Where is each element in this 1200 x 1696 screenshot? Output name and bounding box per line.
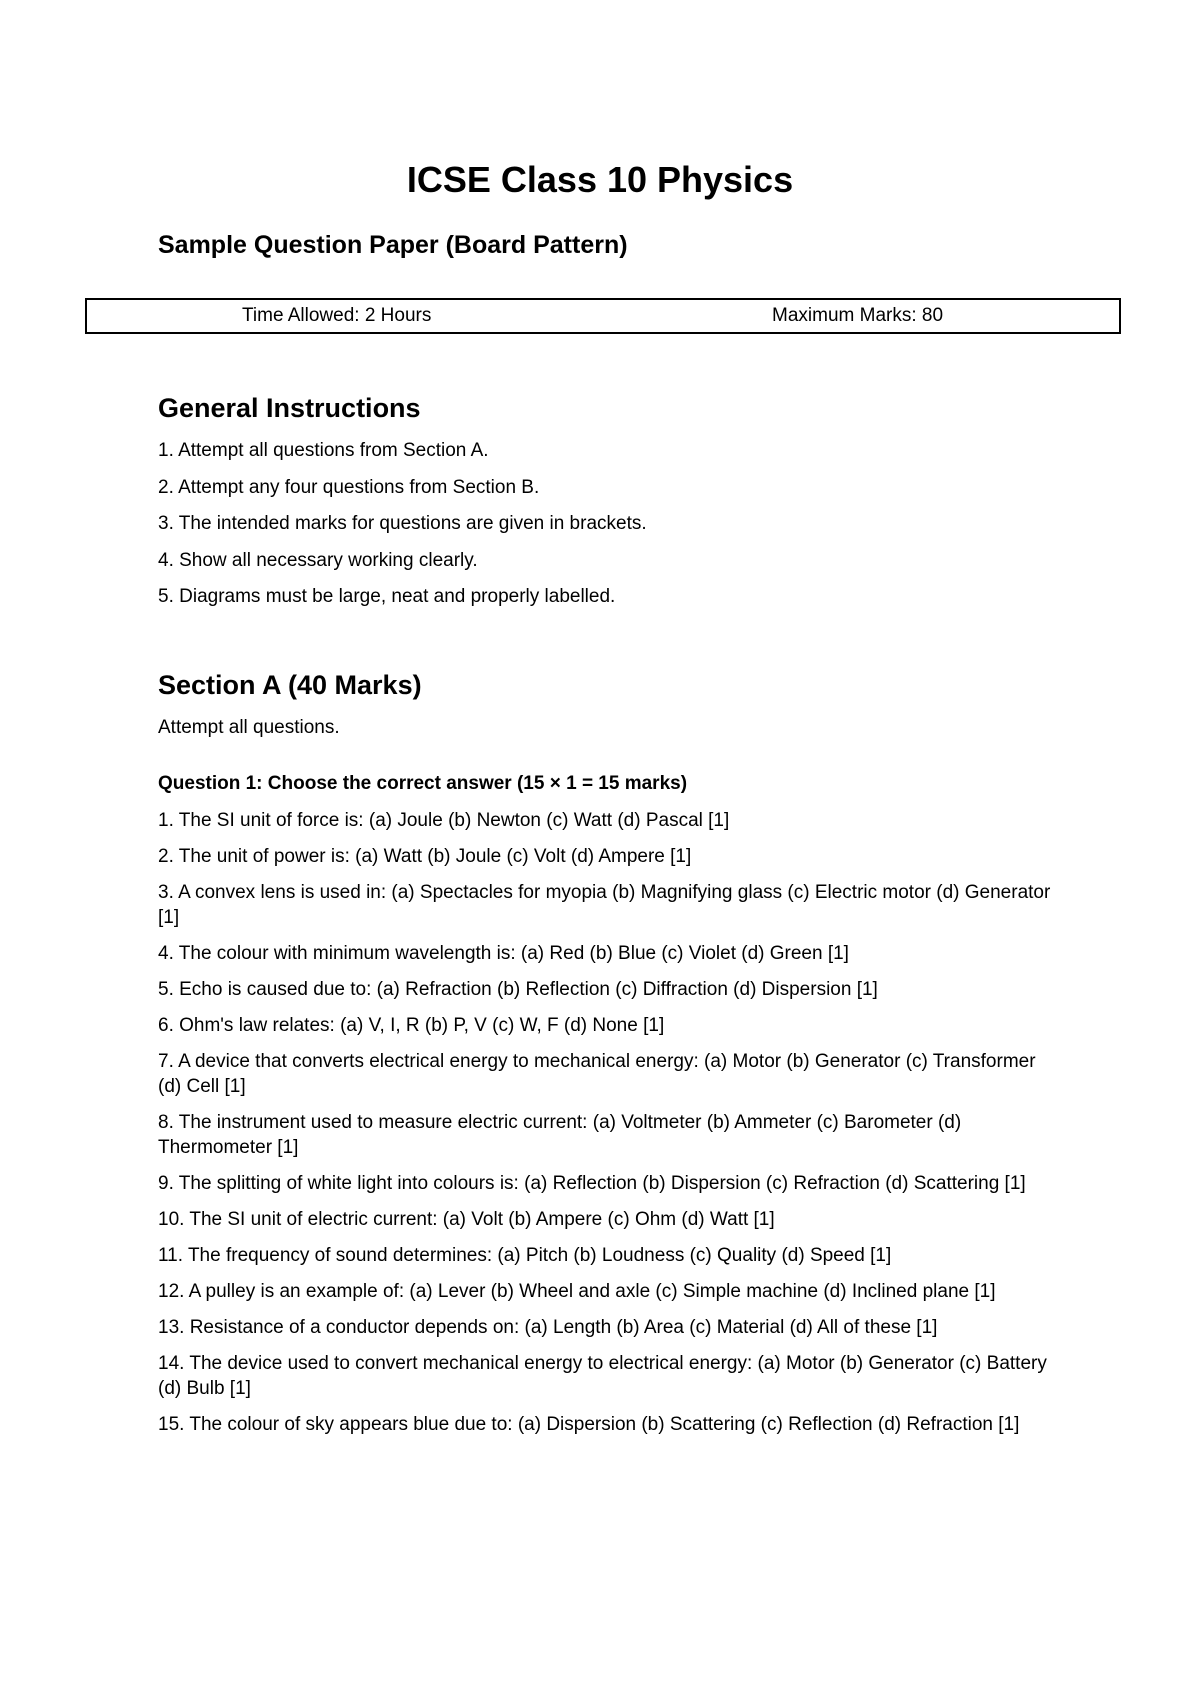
- list-item: 10. The SI unit of electric current: (a) Volt (b) Ampere (c) Ohm (d) Watt [1]: [158, 1209, 775, 1230]
- section-a-note: Attempt all questions.: [158, 717, 340, 738]
- list-item: 9. The splitting of white light into colours is: (a) Reflection (b) Dispersion (c) Refraction (d) Scattering [1]: [158, 1173, 1026, 1194]
- question-1-heading: Question 1: Choose the correct answer (15 × 1 = 15 marks): [158, 773, 688, 794]
- maximum-marks: Maximum Marks: 80: [772, 305, 944, 326]
- instruction-item: 5. Diagrams must be large, neat and properly labelled.: [158, 586, 616, 607]
- list-item: 2. The unit of power is: (a) Watt (b) Joule (c) Volt (d) Ampere [1]: [158, 846, 692, 867]
- list-item: 15. The colour of sky appears blue due to: (a) Dispersion (b) Scattering (c) Reflection (d) Refraction [1]: [158, 1414, 1020, 1435]
- page-title: ICSE Class 10 Physics: [406, 159, 794, 200]
- instruction-item: 1. Attempt all questions from Section A.: [158, 440, 489, 461]
- list-item: 13. Resistance of a conductor depends on: (a) Length (b) Area (c) Material (d) All of these [1]: [158, 1317, 938, 1338]
- list-item: 6. Ohm's law relates: (a) V, I, R (b) P, V (c) W, F (d) None [1]: [158, 1015, 665, 1036]
- list-item: 3. A convex lens is used in: (a) Spectacles for myopia (b) Magnifying glass (c) Electric motor (d) Generator [1]: [158, 882, 1051, 928]
- instructions-list: [158, 438, 1058, 621]
- list-item: 5. Echo is caused due to: (a) Refraction (b) Reflection (c) Diffraction (d) Dispersion [1]: [158, 979, 878, 1000]
- page-subtitle: Sample Question Paper (Board Pattern): [158, 231, 628, 259]
- list-item: 12. A pulley is an example of: (a) Lever (b) Wheel and axle (c) Simple machine (d) Inclined plane [1]: [158, 1281, 996, 1302]
- instruction-item: 4. Show all necessary working clearly.: [158, 549, 478, 571]
- instruction-item: 2. Attempt any four questions from Section B.: [158, 476, 540, 498]
- exam-info-box: [85, 298, 1121, 334]
- question-1-list: [158, 808, 1058, 1448]
- list-item: 7. A device that converts electrical energy to mechanical energy: (a) Motor (b) Generator (c) Transformer (d) Cell [1]: [158, 1051, 1036, 1097]
- list-item: 14. The device used to convert mechanical energy to electrical energy: (a) Motor (b) Generator (c) Battery (d) Bulb [1]: [158, 1353, 1047, 1399]
- list-item: 1. The SI unit of force is: (a) Joule (b) Newton (c) Watt (d) Pascal [1]: [158, 810, 730, 831]
- list-item: 8. The instrument used to measure electric current: (a) Voltmeter (b) Ammeter (c) Barometer (d) Thermometer [1]: [158, 1112, 962, 1158]
- list-item: 4. The colour with minimum wavelength is: (a) Red (b) Blue (c) Violet (d) Green [1]: [158, 943, 849, 964]
- time-allowed: Time Allowed: 2 Hours: [242, 305, 432, 326]
- section-a-heading: Section A (40 Marks): [158, 670, 422, 700]
- list-item: 11. The frequency of sound determines: (a) Pitch (b) Loudness (c) Quality (d) Speed [1]: [158, 1245, 892, 1266]
- instruction-item: 3. The intended marks for questions are given in brackets.: [158, 513, 647, 534]
- instructions-heading: General Instructions: [158, 393, 421, 423]
